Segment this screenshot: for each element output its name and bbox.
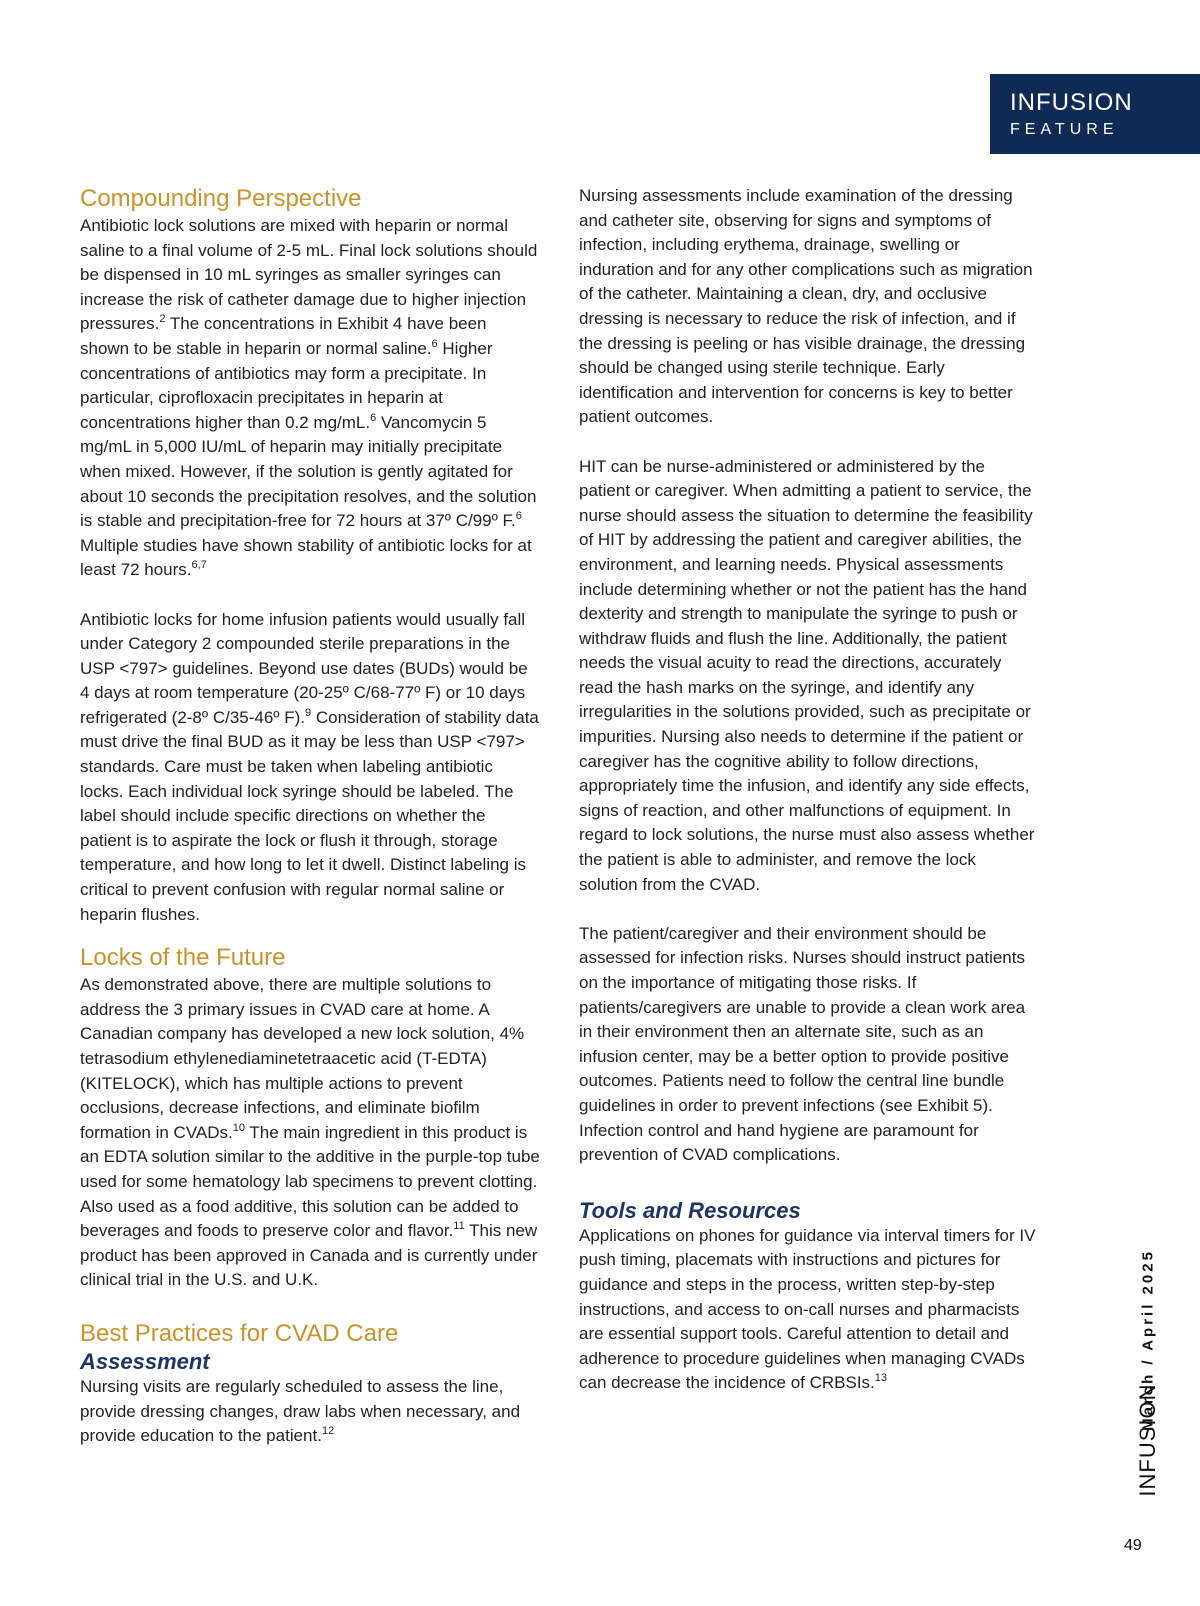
citation: 6 bbox=[515, 510, 522, 523]
citation: 2 bbox=[159, 313, 166, 326]
paragraph: The patient/caregiver and their environment should be assessed for infection risks. Nurses should instruct patients on the importance of mitigating those risks. If patients/caregivers are unable to provide a clean work area in their environment then an alternate site, such as an infusion center, may be a better option to provide positive outcomes. Patients need to follow the central line bundle guidelines in order to prevent infections (see Exhibit 5). Infection control and hand hygiene are paramount for prevention of CVAD complications. bbox=[579, 923, 1026, 1165]
subheading-tools-and-resources: Tools and Resources bbox=[579, 1197, 801, 1223]
citation: 6 bbox=[370, 411, 377, 424]
paragraph: As demonstrated above, there are multiple solutions to address the 3 primary issues in CVAD care at home. A Canadian company has developed a new lock solution, 4% tetrasodium ethylenediaminetetraacetic acid (T-EDTA) (KITELOCK), which has multiple actions to prevent occlusions, decrease infections, and eliminate biofilm formation in CVADs.$^{10}$ The main ingredient in this product is an EDTA solution similar to the additive in the purple-top tube used for some hematology lab specimens to prevent clotting. Also used as a food additive, this solution can be added to beverages and foods to preserve color and flavor.$^{11}$ This new product has been approved in Canada and is currently under clinical trial in the U.S. and U.K. bbox=[80, 975, 540, 1290]
paragraph: Antibiotic lock solutions are mixed with heparin or normal saline to a final volume of 2-5 mL. Final lock solutions should be dispensed in 10 mL syringes as smaller syringes can increase the risk of catheter damage due to higher injection pressures.$^2$ The concentrations in Exhibit 4 have been shown to be stable in heparin or normal saline.$^6$ Higher concentrations of antibiotics may form a precipitate. In particular, ciprofloxacin precipitates in heparin at concentrations higher than 0.2 mg/mL.$^6$ Vancomycin 5 mg/mL in 5,000 IU/mL of heparin may initially precipitate when mixed. However, if the solution is gently agitated for about 10 seconds the precipitation resolves, and the solution is stable and precipitation-free for 72 hours at 37º C/99º F.$^6$ Multiple studies have shown stability of antibiotic locks for at least 72 hours.$^{6,7}$ bbox=[80, 216, 538, 580]
infusion-side-logo: INFUSION bbox=[1135, 1383, 1160, 1497]
paragraph: Applications on phones for guidance via interval timers for IV push timing, placemats with instructions and pictures for guidance and steps in the process, written step-by-step instructions, and access to on-call nurses and pharmacists are essential support tools. Careful attention to detail and adherence to procedure guidelines when managing CVADs can decrease the incidence of CRBSIs.$^{13}$ bbox=[579, 1225, 1036, 1393]
section-badge bbox=[990, 74, 1200, 154]
issue-date: March / April 2025 bbox=[1139, 1249, 1157, 1431]
citation: 6,7 bbox=[191, 559, 207, 572]
right-column bbox=[579, 184, 1039, 1396]
paragraph: Antibiotic locks for home infusion patients would usually fall under Category 2 compounded sterile preparations in the USP <797> guidelines. Beyond use dates (BUDs) would be 4 days at room temperature (20-25º C/68-77º F) or 10 days refrigerated (2-8º C/35-46º F).$^9$ Consideration of stability data must drive the final BUD as it may be less than USP <797> standards. Care must be taken when labeling antibiotic locks. Each individual lock syringe should be labeled. The label should include specific directions on whether the patient is to aspirate the lock or flush it through, storage temperature, and how long to let it dwell. Distinct labeling is critical to prevent confusion with regular normal saline or heparin flushes. bbox=[80, 609, 539, 924]
infusion-logo: INFUSION bbox=[1010, 89, 1133, 116]
citation: 12 bbox=[321, 1425, 335, 1438]
heading-best-practices: Best Practices for CVAD Care bbox=[80, 1319, 399, 1347]
feature-label: FEATURE bbox=[1010, 121, 1119, 138]
paragraph: Nursing visits are regularly scheduled to assess the line, provide dressing changes, draw labs when necessary, and provide education to the patient.$^{12}$ bbox=[80, 1376, 521, 1446]
heading-compounding-perspective: Compounding Perspective bbox=[80, 185, 362, 212]
citation: 13 bbox=[874, 1372, 888, 1385]
citation: 11 bbox=[453, 1220, 465, 1233]
citation: 10 bbox=[232, 1121, 245, 1134]
heading-locks-of-the-future: Locks of the Future bbox=[80, 944, 286, 972]
citation: 6 bbox=[431, 337, 438, 350]
left-column bbox=[80, 184, 540, 1449]
paragraph: Nursing assessments include examination of the dressing and catheter site, observing for signs and symptoms of infection, including erythema, drainage, swelling or induration and for any other complications such as migration of the catheter. Maintaining a clean, dry, and occlusive dressing is necessary to reduce the risk of infection, and if the dressing is peeling or has visible drainage, the dressing should be changed using sterile technique. Early identification and intervention for concerns is key to better patient outcomes. bbox=[579, 186, 1033, 427]
paragraph: HIT can be nurse-administered or administered by the patient or caregiver. When admitting a patient to service, the nurse should assess the situation to determine the feasibility of HIT by addressing the patient and caregiver abilities, the environment, and learning needs. Physical assessments include determining whether or not the patient has the hand dexterity and strength to manipulate the syringe to push or withdraw fluids and flush the line. Additionally, the patient needs the visual acuity to read the directions, accurately read the hash marks on the syringe, and identify any irregularities in the solutions provided, such as precipitate or impurities. Nursing also needs to determine if the patient or caregiver has the cognitive ability to follow directions, appropriately time the infusion, and identify any side effects, signs of reaction, and other malfunctions of equipment. In regard to lock solutions, the nurse must also assess whether the patient is able to administer, and remove the lock solution from the CVAD. bbox=[579, 456, 1035, 894]
citation: 9 bbox=[305, 706, 312, 719]
page-number: 49 bbox=[1124, 1537, 1142, 1554]
subheading-assessment: Assessment bbox=[80, 1348, 210, 1374]
